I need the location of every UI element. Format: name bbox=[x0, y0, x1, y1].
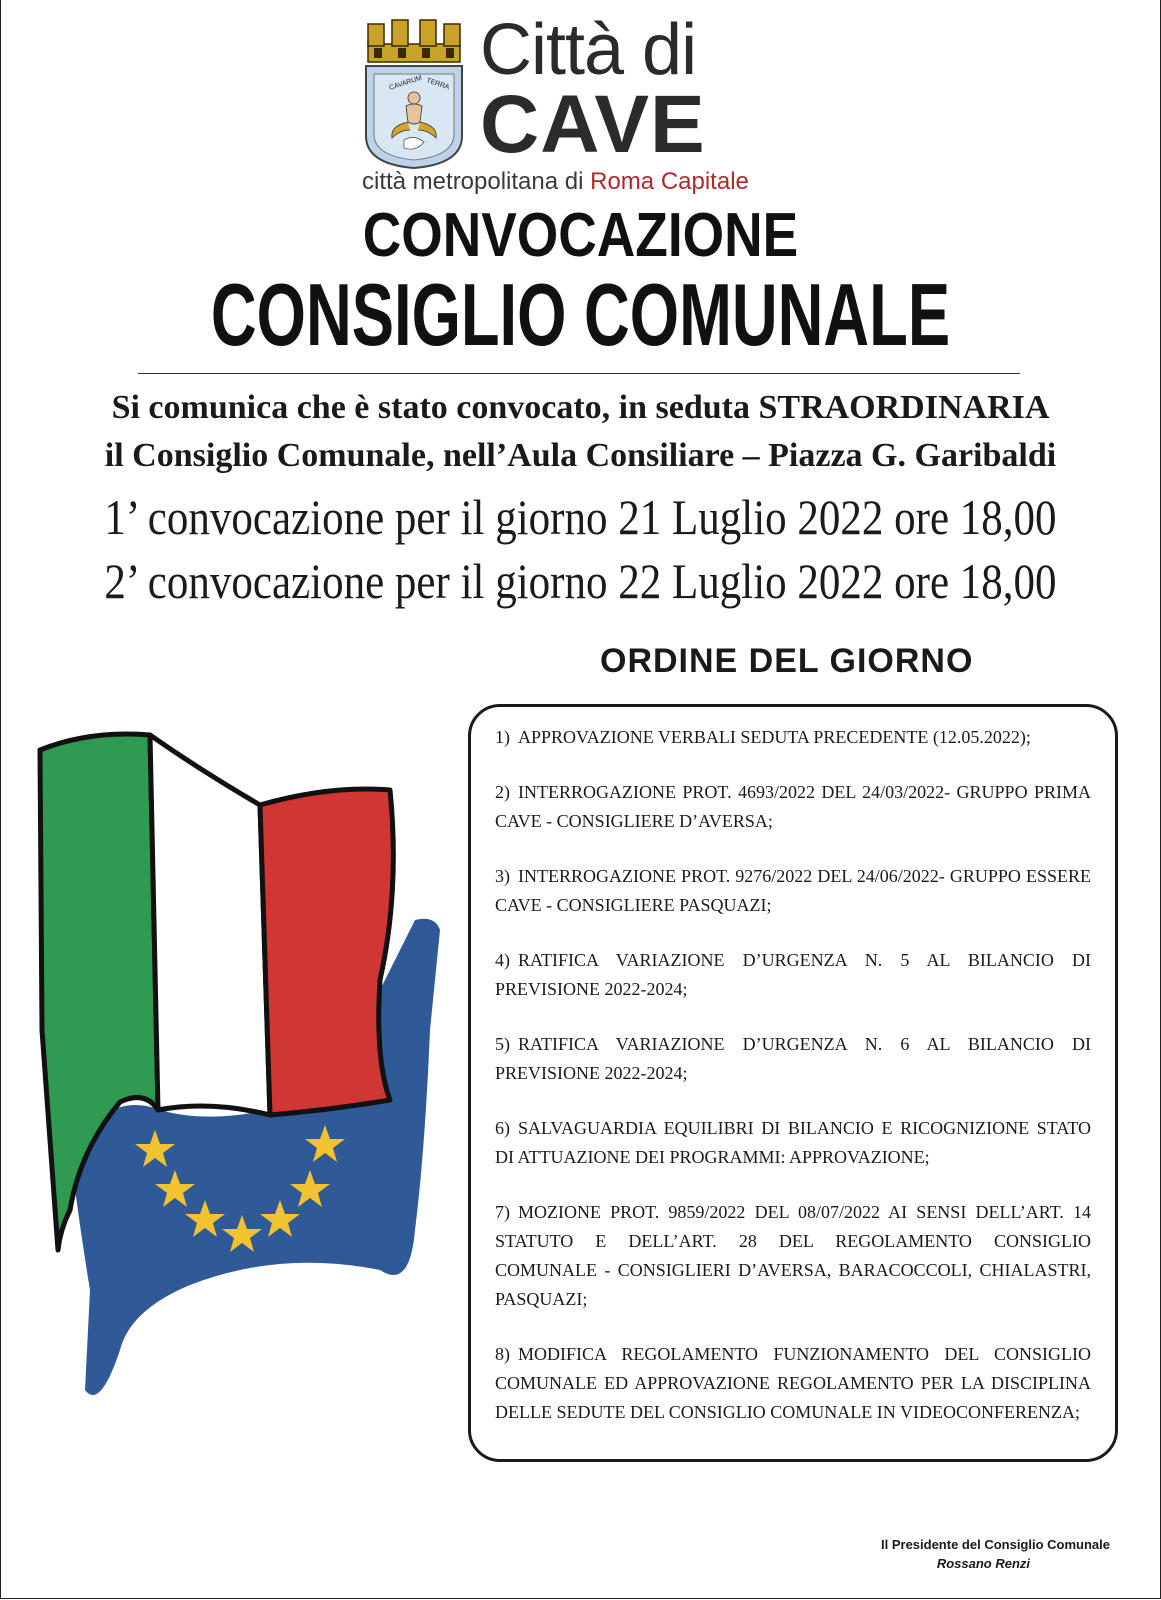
agenda-item-number: 3) bbox=[495, 866, 510, 886]
agenda-item-text: MOZIONE PROT. 9859/2022 DEL 08/07/2022 AI SENSI DELL’ART. 14 STATUTO E DELL’ART. 28 DEL REGOLAMENTO CONSIGLIO COMUNALE - CONSIGLIERI D’AVERSA, BARACOCCOLI, CHIALASTRI, PASQUAZI; bbox=[495, 1202, 1091, 1309]
agenda-item bbox=[495, 723, 1091, 752]
svg-text:TERRA: TERRA bbox=[425, 77, 451, 92]
crown-icon bbox=[368, 20, 460, 62]
first-convocation: 1’ convocazione per il giorno 21 Luglio 2022 ore 18,00 bbox=[104, 489, 1057, 545]
metro-subtitle bbox=[362, 168, 802, 196]
agenda-item-number: 2) bbox=[495, 782, 510, 802]
title-divider bbox=[138, 373, 1020, 374]
agenda-item-number: 4) bbox=[495, 950, 510, 970]
agenda-item bbox=[495, 862, 1091, 920]
agenda-heading: ORDINE DEL GIORNO bbox=[600, 642, 974, 680]
agenda-item-number: 1) bbox=[495, 727, 510, 747]
agenda-item bbox=[495, 1030, 1091, 1088]
agenda-item-text: INTERROGAZIONE PROT. 9276/2022 DEL 24/06/2022- GRUPPO ESSERE CAVE - CONSIGLIERE PASQUAZI; bbox=[495, 866, 1091, 915]
agenda-item-text: INTERROGAZIONE PROT. 4693/2022 DEL 24/03/2022- GRUPPO PRIMA CAVE - CONSIGLIERE D’AVERSA; bbox=[495, 782, 1091, 831]
agenda-item-text: RATIFICA VARIAZIONE D’URGENZA N. 6 AL BILANCIO DI PREVISIONE 2022-2024; bbox=[495, 1034, 1091, 1083]
city-name bbox=[480, 10, 820, 170]
italy-eu-flag-icon bbox=[30, 730, 450, 1430]
agenda-item-number: 7) bbox=[495, 1202, 510, 1222]
signature-name: Rossano Renzi bbox=[936, 1556, 1030, 1571]
agenda-item-number: 8) bbox=[495, 1344, 510, 1364]
intro-line2: il Consiglio Comunale, nell’Aula Consiliare – Piazza G. Garibaldi bbox=[104, 437, 1057, 474]
title-line2: CONSIGLIO COMUNALE bbox=[210, 265, 951, 364]
signature-role: Il Presidente del Consiglio Comunale bbox=[881, 1537, 1110, 1552]
signature-block bbox=[700, 1535, 1110, 1573]
second-convocation: 2’ convocazione per il giorno 22 Luglio 2022 ore 18,00 bbox=[104, 553, 1057, 609]
agenda-item bbox=[495, 946, 1091, 1004]
city-name-line1: Città di bbox=[480, 10, 697, 90]
agenda-item-text: MODIFICA REGOLAMENTO FUNZIONAMENTO DEL CONSIGLIO COMUNALE ED APPROVAZIONE REGOLAMENTO PER LA DISCIPLINA DELLE SEDUTE DEL CONSIGLIO COMUNALE IN VIDEOCONFERENZA; bbox=[495, 1344, 1091, 1422]
agenda-item-text: RATIFICA VARIAZIONE D’URGENZA N. 5 AL BILANCIO DI PREVISIONE 2022-2024; bbox=[495, 950, 1091, 999]
agenda-item bbox=[495, 778, 1091, 836]
city-crest-icon bbox=[360, 18, 468, 170]
italy-flag-white bbox=[150, 735, 270, 1115]
agenda-item-number: 6) bbox=[495, 1118, 510, 1138]
agenda-item bbox=[495, 1114, 1091, 1172]
italy-flag-red bbox=[260, 789, 393, 1115]
city-name-line2: CAVE bbox=[480, 79, 706, 170]
agenda-item-text: SALVAGUARDIA EQUILIBRI DI BILANCIO E RICOGNIZIONE STATO DI ATTUAZIONE DEI PROGRAMMI: APPROVAZIONE; bbox=[495, 1118, 1091, 1167]
agenda-box bbox=[468, 704, 1118, 1462]
agenda-item-number: 5) bbox=[495, 1034, 510, 1054]
intro-line1: Si comunica che è stato convocato, in seduta STRAORDINARIA bbox=[111, 389, 1050, 426]
agenda-item-text: APPROVAZIONE VERBALI SEDUTA PRECEDENTE (12.05.2022); bbox=[518, 727, 1031, 747]
title-line1: CONVOCAZIONE bbox=[362, 201, 799, 270]
metro-prefix: città metropolitana di bbox=[362, 168, 584, 195]
agenda-item bbox=[495, 1340, 1091, 1427]
svg-text:CAVARUM: CAVARUM bbox=[388, 74, 423, 92]
shield-icon bbox=[366, 66, 462, 168]
metro-suffix: Roma Capitale bbox=[590, 168, 749, 195]
agenda-item bbox=[495, 1198, 1091, 1314]
